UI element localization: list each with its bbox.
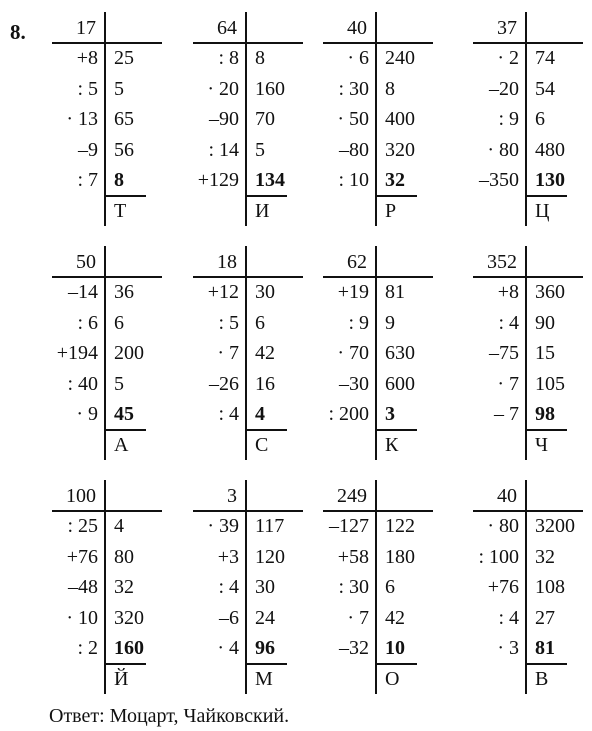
chain-value: 5 bbox=[255, 138, 265, 161]
chain-value: 400 bbox=[385, 108, 415, 130]
chain-final-value: 45 bbox=[114, 403, 134, 425]
chain-operation: –80 bbox=[339, 138, 369, 161]
chain-value: 5 bbox=[114, 77, 124, 100]
chain-operation: : 4 bbox=[218, 403, 239, 425]
chain-operation: –14 bbox=[68, 281, 98, 303]
chain-letter: О bbox=[385, 668, 400, 690]
chain-final-value: 8 bbox=[114, 169, 124, 191]
chain-top-line bbox=[473, 276, 583, 278]
chain-result-line bbox=[104, 663, 146, 665]
chain-value: 8 bbox=[385, 77, 395, 100]
chain-value: 200 bbox=[114, 342, 144, 364]
chain-start-number: 100 bbox=[66, 485, 96, 507]
chain-value: 74 bbox=[535, 47, 555, 69]
chain-value: 600 bbox=[385, 372, 415, 395]
chain-value: 36 bbox=[114, 281, 134, 303]
chain-divider-line bbox=[245, 12, 247, 226]
chain-operation: · 80 bbox=[487, 138, 519, 161]
chain-operation: : 4 bbox=[498, 311, 519, 334]
chain-value: 5 bbox=[114, 372, 124, 395]
chain-start-number: 3 bbox=[227, 485, 237, 507]
chain-final-value: 32 bbox=[385, 169, 405, 191]
chain-value: 15 bbox=[535, 342, 555, 364]
chain-operation: –26 bbox=[209, 372, 239, 395]
chain-start-number: 352 bbox=[487, 251, 517, 273]
calculation-chain bbox=[42, 12, 172, 227]
chain-operation: : 4 bbox=[218, 576, 239, 598]
chain-result-line bbox=[525, 195, 567, 197]
chain-operation: –48 bbox=[68, 576, 98, 598]
chain-value: 320 bbox=[114, 606, 144, 629]
chain-value: 42 bbox=[385, 606, 405, 629]
chain-letter: Ч bbox=[535, 434, 548, 456]
calculation-chain bbox=[42, 480, 172, 695]
chain-divider-line bbox=[245, 246, 247, 460]
chain-final-value: 96 bbox=[255, 637, 275, 659]
chain-final-value: 160 bbox=[114, 637, 144, 659]
chain-letter: А bbox=[114, 434, 129, 456]
chain-final-value: 4 bbox=[255, 403, 265, 425]
chain-operation: · 7 bbox=[347, 606, 369, 629]
chain-divider-line bbox=[245, 480, 247, 694]
chain-value: 117 bbox=[255, 515, 285, 537]
chain-operation: –90 bbox=[209, 108, 239, 130]
chain-operation: · 80 bbox=[487, 515, 519, 537]
chain-value: 27 bbox=[535, 606, 555, 629]
chain-value: 360 bbox=[535, 281, 565, 303]
chain-result-line bbox=[375, 195, 417, 197]
chain-letter: Т bbox=[114, 200, 127, 222]
chain-operation: –350 bbox=[479, 169, 519, 191]
calculation-chain bbox=[42, 246, 172, 461]
chain-divider-line bbox=[525, 12, 527, 226]
calculation-chain bbox=[313, 12, 443, 227]
chain-letter: И bbox=[255, 200, 270, 222]
chain-value: 24 bbox=[255, 606, 275, 629]
chain-value: 6 bbox=[535, 108, 545, 130]
calculation-chain bbox=[463, 480, 592, 695]
chain-value: 630 bbox=[385, 342, 415, 364]
chain-operation: : 10 bbox=[338, 169, 369, 191]
chain-value: 90 bbox=[535, 311, 555, 334]
chain-top-line bbox=[52, 510, 162, 512]
chain-final-value: 134 bbox=[255, 169, 285, 191]
chain-top-line bbox=[323, 510, 433, 512]
chain-value: 8 bbox=[255, 47, 265, 69]
chain-value: 56 bbox=[114, 138, 134, 161]
chain-start-number: 50 bbox=[76, 251, 96, 273]
chain-top-line bbox=[193, 276, 303, 278]
answer-text: Ответ: Моцарт, Чайковский. bbox=[49, 705, 290, 727]
chain-top-line bbox=[193, 510, 303, 512]
chain-final-value: 3 bbox=[385, 403, 395, 425]
chain-letter: Й bbox=[114, 668, 129, 690]
chain-start-number: 18 bbox=[217, 251, 237, 273]
chain-value: 16 bbox=[255, 372, 275, 395]
chain-value: 3200 bbox=[535, 515, 575, 537]
chain-start-number: 64 bbox=[217, 17, 237, 39]
chain-start-number: 249 bbox=[337, 485, 367, 507]
chain-result-line bbox=[375, 663, 417, 665]
chain-operation: : 5 bbox=[77, 77, 98, 100]
chain-start-number: 17 bbox=[76, 17, 96, 39]
chain-result-line bbox=[245, 195, 287, 197]
chain-value: 105 bbox=[535, 372, 565, 395]
chain-start-number: 62 bbox=[347, 251, 367, 273]
calculation-chain bbox=[313, 246, 443, 461]
chain-operation: : 6 bbox=[77, 311, 98, 334]
chain-value: 30 bbox=[255, 281, 275, 303]
chain-operation: –32 bbox=[339, 637, 369, 659]
chain-divider-line bbox=[104, 246, 106, 460]
chain-operation: : 40 bbox=[67, 372, 98, 395]
chain-operation: : 9 bbox=[498, 108, 519, 130]
chain-letter: М bbox=[255, 668, 273, 690]
chain-value: 6 bbox=[255, 311, 265, 334]
chain-operation: · 70 bbox=[337, 342, 369, 364]
chain-divider-line bbox=[375, 246, 377, 460]
chain-operation: +58 bbox=[337, 545, 369, 568]
chain-operation: · 9 bbox=[76, 403, 98, 425]
chain-value: 122 bbox=[385, 515, 415, 537]
chain-operation: +19 bbox=[337, 281, 369, 303]
chain-value: 32 bbox=[114, 576, 134, 598]
chain-value: 9 bbox=[385, 311, 395, 334]
chain-value: 6 bbox=[385, 576, 395, 598]
chain-operation: : 8 bbox=[218, 47, 239, 69]
chain-operation: · 7 bbox=[497, 372, 519, 395]
chain-top-line bbox=[323, 42, 433, 44]
chain-start-number: 40 bbox=[347, 17, 367, 39]
chain-divider-line bbox=[375, 12, 377, 226]
chain-top-line bbox=[473, 42, 583, 44]
chain-operation: +194 bbox=[56, 342, 98, 364]
chain-letter: Ц bbox=[535, 200, 550, 222]
chain-operation: –75 bbox=[489, 342, 519, 364]
calculation-chain bbox=[183, 12, 313, 227]
chain-operation: : 100 bbox=[478, 545, 519, 568]
chain-divider-line bbox=[525, 480, 527, 694]
chain-operation: : 14 bbox=[208, 138, 239, 161]
chain-value: 6 bbox=[114, 311, 124, 334]
chain-result-line bbox=[104, 195, 146, 197]
chain-start-number: 40 bbox=[497, 485, 517, 507]
chain-operation: · 6 bbox=[347, 47, 369, 69]
chain-value: 4 bbox=[114, 515, 124, 537]
calculation-chain bbox=[463, 12, 592, 227]
chain-top-line bbox=[473, 510, 583, 512]
chain-operation: : 25 bbox=[67, 515, 98, 537]
chain-value: 32 bbox=[535, 545, 555, 568]
chain-value: 42 bbox=[255, 342, 275, 364]
chain-final-value: 98 bbox=[535, 403, 555, 425]
calculation-chain bbox=[313, 480, 443, 695]
chain-operation: –127 bbox=[329, 515, 369, 537]
chain-final-value: 10 bbox=[385, 637, 405, 659]
chain-value: 160 bbox=[255, 77, 285, 100]
chain-value: 80 bbox=[114, 545, 134, 568]
chain-result-line bbox=[375, 429, 417, 431]
chain-value: 180 bbox=[385, 545, 415, 568]
chain-result-line bbox=[104, 429, 146, 431]
chain-operation: +12 bbox=[207, 281, 239, 303]
chain-operation: · 7 bbox=[217, 342, 239, 364]
chain-result-line bbox=[245, 663, 287, 665]
chain-operation: : 4 bbox=[498, 606, 519, 629]
chain-operation: · 39 bbox=[207, 515, 239, 537]
chain-operation: – 7 bbox=[494, 403, 519, 425]
chain-operation: +76 bbox=[66, 545, 98, 568]
chain-letter: Р bbox=[385, 200, 397, 222]
chain-operation: : 5 bbox=[218, 311, 239, 334]
chain-result-line bbox=[525, 663, 567, 665]
chain-operation: +3 bbox=[217, 545, 239, 568]
chain-value: 25 bbox=[114, 47, 134, 69]
chain-operation: : 30 bbox=[338, 77, 369, 100]
calculation-chain bbox=[183, 480, 313, 695]
chain-operation: –9 bbox=[78, 138, 98, 161]
chain-letter: К bbox=[385, 434, 399, 456]
chain-operation: +76 bbox=[487, 576, 519, 598]
chain-operation: : 7 bbox=[77, 169, 98, 191]
chain-final-value: 130 bbox=[535, 169, 565, 191]
chain-value: 30 bbox=[255, 576, 275, 598]
chain-operation: · 50 bbox=[337, 108, 369, 130]
chain-result-line bbox=[245, 429, 287, 431]
chain-value: 120 bbox=[255, 545, 285, 568]
calculation-chain bbox=[183, 246, 313, 461]
chain-value: 320 bbox=[385, 138, 415, 161]
chain-top-line bbox=[52, 276, 162, 278]
chain-operation: +8 bbox=[76, 47, 98, 69]
chain-operation: · 13 bbox=[66, 108, 98, 130]
chain-value: 240 bbox=[385, 47, 415, 69]
chain-divider-line bbox=[525, 246, 527, 460]
chain-top-line bbox=[323, 276, 433, 278]
chain-operation: : 200 bbox=[328, 403, 369, 425]
chain-operation: : 2 bbox=[77, 637, 98, 659]
chain-divider-line bbox=[104, 480, 106, 694]
chain-operation: –20 bbox=[489, 77, 519, 100]
chain-operation: · 20 bbox=[207, 77, 239, 100]
chain-operation: –6 bbox=[219, 606, 239, 629]
chain-value: 480 bbox=[535, 138, 565, 161]
chain-operation: · 2 bbox=[497, 47, 519, 69]
chain-operation: · 3 bbox=[497, 637, 519, 659]
chain-value: 54 bbox=[535, 77, 555, 100]
chain-value: 70 bbox=[255, 108, 275, 130]
chain-result-line bbox=[525, 429, 567, 431]
chain-operation: +129 bbox=[197, 169, 239, 191]
chain-operation: –30 bbox=[339, 372, 369, 395]
chain-value: 108 bbox=[535, 576, 565, 598]
problem-number: 8. bbox=[10, 20, 26, 44]
chain-start-number: 37 bbox=[497, 17, 517, 39]
chain-final-value: 81 bbox=[535, 637, 555, 659]
chain-divider-line bbox=[104, 12, 106, 226]
chain-top-line bbox=[52, 42, 162, 44]
chain-top-line bbox=[193, 42, 303, 44]
chain-operation: : 9 bbox=[348, 311, 369, 334]
chain-operation: +8 bbox=[497, 281, 519, 303]
chain-value: 81 bbox=[385, 281, 405, 303]
chain-operation: · 10 bbox=[66, 606, 98, 629]
chain-value: 65 bbox=[114, 108, 134, 130]
chain-operation: : 30 bbox=[338, 576, 369, 598]
calculation-chain bbox=[463, 246, 592, 461]
chain-divider-line bbox=[375, 480, 377, 694]
chain-operation: · 4 bbox=[217, 637, 239, 659]
chain-letter: С bbox=[255, 434, 269, 456]
chain-letter: В bbox=[535, 668, 549, 690]
